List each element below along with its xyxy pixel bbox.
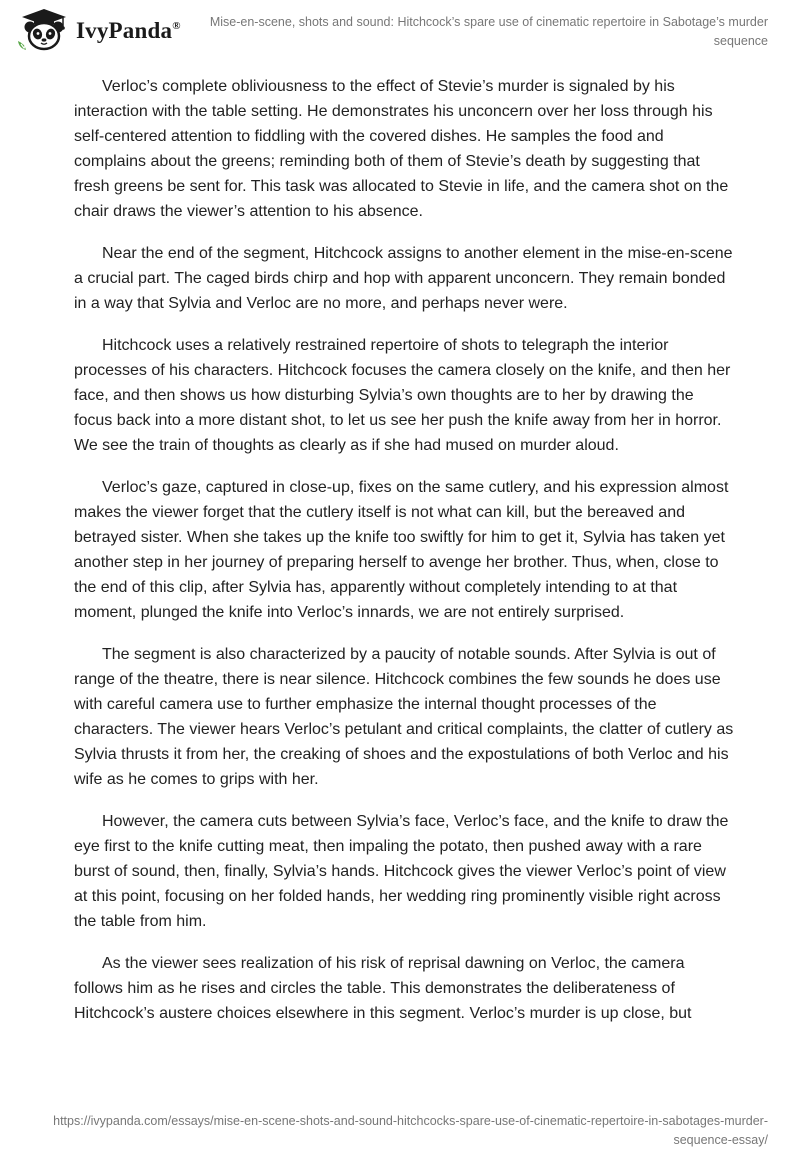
paragraph: Verloc’s complete obliviousness to the effect of Stevie’s murder is signaled by his interaction with the table setting. He demonstrates his unconcern over her loss through his self-centered attention to fiddling with the covered dishes. He samples the food and complains about the greens; reminding both of them of Stevie’s death by suggesting that fresh greens be sent for. This task was allocated to Stevie in life, and the camera shot on the chair draws the viewer’s attention to his absence. [74,78,729,220]
paragraph: As the viewer sees realization of his risk of reprisal dawning on Verloc, the camera follows him as he rises and circles the table. This demonstrates the deliberateness of Hitchcock’s austere choices elsewhere in this segment. Verloc’s murder is up close, but [74,955,692,1022]
paragraph: Near the end of the segment, Hitchcock assigns to another element in the mise-en-scene a crucial part. The caged birds chirp and hop with apparent unconcern. They remain bonded in a way that Sylvia and Verloc are no more, and perhaps never were. [74,245,733,312]
brand-wordmark: IvyPanda [76,18,173,43]
paragraph: Verloc’s gaze, captured in close-up, fixes on the same cutlery, and his expression almost makes the viewer forget that the cutlery itself is not what can kill, but the bereaved and betrayed sister. When she takes up the knife too swiftly for him to get it, Sylvia has taken yet another step in her journey of preparing herself to avenge her brother. Thus, when, close to the end of this clip, after Sylvia has, apparently without completely intending to at that moment, plunged the knife into Verloc’s innards, we are not entirely surprised. [74,479,729,621]
document-title: Mise-en-scene, shots and sound: Hitchcock’s spare use of cinematic repertoire in Sabotage’s murder sequence [209,15,768,48]
panda-graduate-icon [16,8,72,52]
registered-mark: ® [172,20,181,32]
paragraph: Hitchcock uses a relatively restrained repertoire of shots to telegraph the interior processes of his characters. Hitchcock focuses the camera closely on the knife, and then her face, and then shows us how disturbing Sylvia’s own thoughts are to her by drawing the focus back into a more distant shot, to let us see her push the knife away from her in horror. We see the train of thoughts as clearly as if she had mused on murder aloud. [74,337,731,454]
paragraph: The segment is also characterized by a paucity of notable sounds. After Sylvia is out of range of the theatre, there is near silence. Hitchcock combines the few sounds he does use with careful camera use to further emphasize the internal thought processes of the characters. The viewer hears Verloc’s petulant and critical complaints, the clatter of cutlery as Sylvia thrusts it from her, the creaking of shoes and the expostulations of both Verloc and his wife as he comes to grips with her. [74,646,734,788]
paragraph: However, the camera cuts between Sylvia’s face, Verloc’s face, and the knife to draw the eye first to the knife cutting meat, then impaling the potato, then pushed away with a rare burst of sound, then, finally, Sylvia’s hands. Hitchcock gives the viewer Verloc’s point of view at this point, focusing on her folded hands, her wedding ring prominently visible right across the table from him. [74,813,729,930]
brand-name [76,18,181,44]
essay-body [74,74,734,1043]
ivypanda-logo[interactable] [16,8,181,52]
source-url[interactable]: https://ivypanda.com/essays/mise-en-scene-shots-and-sound-hitchcocks-spare-use-of-cinematic-repertoire-in-sabotages-murder-sequence-essay/ [53,1114,768,1147]
page-header [0,0,800,60]
